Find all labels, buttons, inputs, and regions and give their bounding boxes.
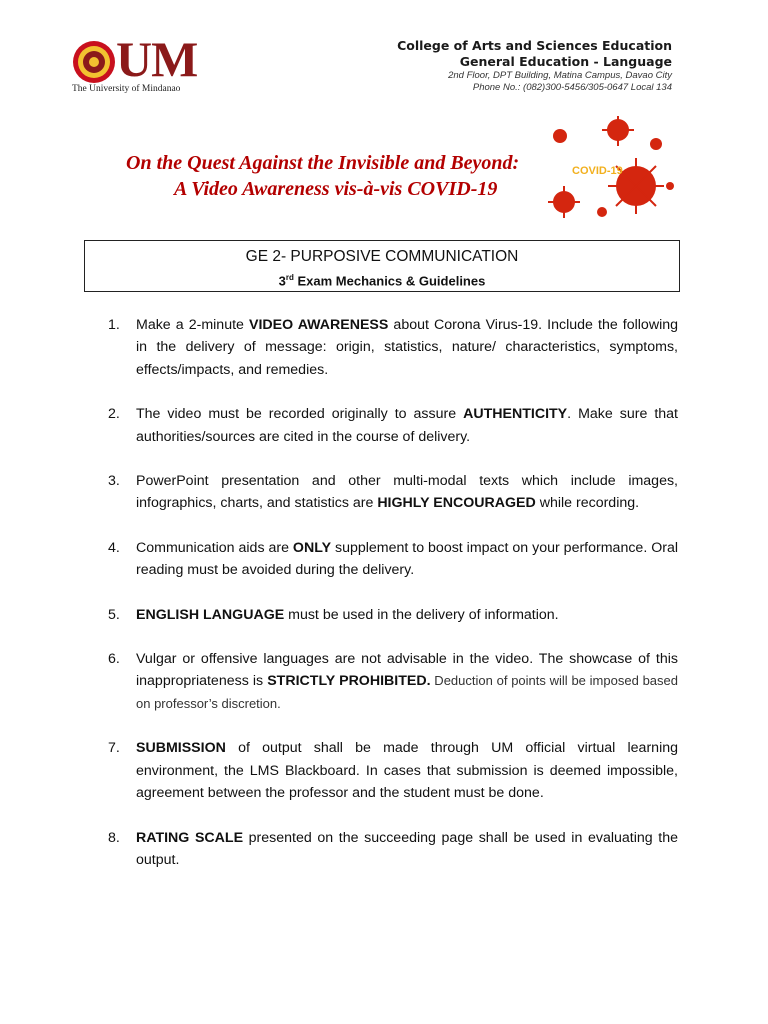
guideline-item: 5. ENGLISH LANGUAGE must be used in the delivery of information. bbox=[108, 606, 559, 623]
college-name: College of Arts and Sciences Education bbox=[397, 38, 672, 53]
guideline-item: 8. RATING SCALE presented on the succeeding page shall be used in evaluating the output. bbox=[108, 829, 678, 868]
contact-block bbox=[397, 38, 672, 94]
university-seal-icon bbox=[72, 40, 116, 84]
title-line-2: A Video Awareness vis-à-vis COVID-19 bbox=[174, 178, 498, 200]
guideline-item: 6. Vulgar or offensive languages are not advisable in the video. The showcase of this inappropriateness is STRICTLY PROHIBITED. Deduction of points will be imposed based on professor’s discretion. bbox=[108, 651, 678, 711]
banner-title bbox=[126, 150, 519, 202]
guideline-item: 3. PowerPoint presentation and other multi-modal texts which include images, infographics, charts, and statistics are HIGHLY ENCOURAGED while recording. bbox=[108, 473, 678, 512]
address: 2nd Floor, DPT Building, Matina Campus, Davao City bbox=[448, 70, 672, 81]
university-name: The University of Mindanao bbox=[72, 84, 181, 94]
guideline-item: 2. The video must be recorded originally to assure AUTHENTICITY. Make sure that authorities/sources are cited in the course of delivery. bbox=[108, 406, 678, 445]
um-logo bbox=[72, 31, 212, 96]
exam-subtitle: 3rd Exam Mechanics & Guidelines bbox=[278, 273, 486, 289]
phone: Phone No.: (082)300-5456/305-0647 Local 134 bbox=[472, 82, 672, 93]
guideline-item: 4. Communication aids are ONLY supplement to boost impact on your performance. Oral reading must be avoided during the delivery. bbox=[108, 539, 679, 579]
course-header-box bbox=[84, 240, 680, 292]
covid-virus-illustration bbox=[538, 116, 680, 222]
course-title: GE 2- PURPOSIVE COMMUNICATION bbox=[245, 248, 519, 265]
title-line-1: On the Quest Against the Invisible and Beyond: bbox=[126, 152, 520, 174]
guideline-item: 1. Make a 2-minute VIDEO AWARENESS about Corona Virus-19. Include the following in the delivery of message: origin, statistics, nature/ characteristics, symptoms, effects/impacts, and remedies. bbox=[108, 317, 678, 378]
logo-text: UM bbox=[116, 31, 198, 87]
covid-badge: COVID-19 bbox=[572, 165, 623, 177]
guideline-item: 7. SUBMISSION of output shall be made through UM official virtual learning environment, the LMS Blackboard. In cases that submission is deemed impossible, agreement between the professor and the student must be done. bbox=[108, 740, 678, 802]
department-name: General Education - Language bbox=[459, 54, 672, 69]
guidelines-list bbox=[108, 314, 678, 871]
